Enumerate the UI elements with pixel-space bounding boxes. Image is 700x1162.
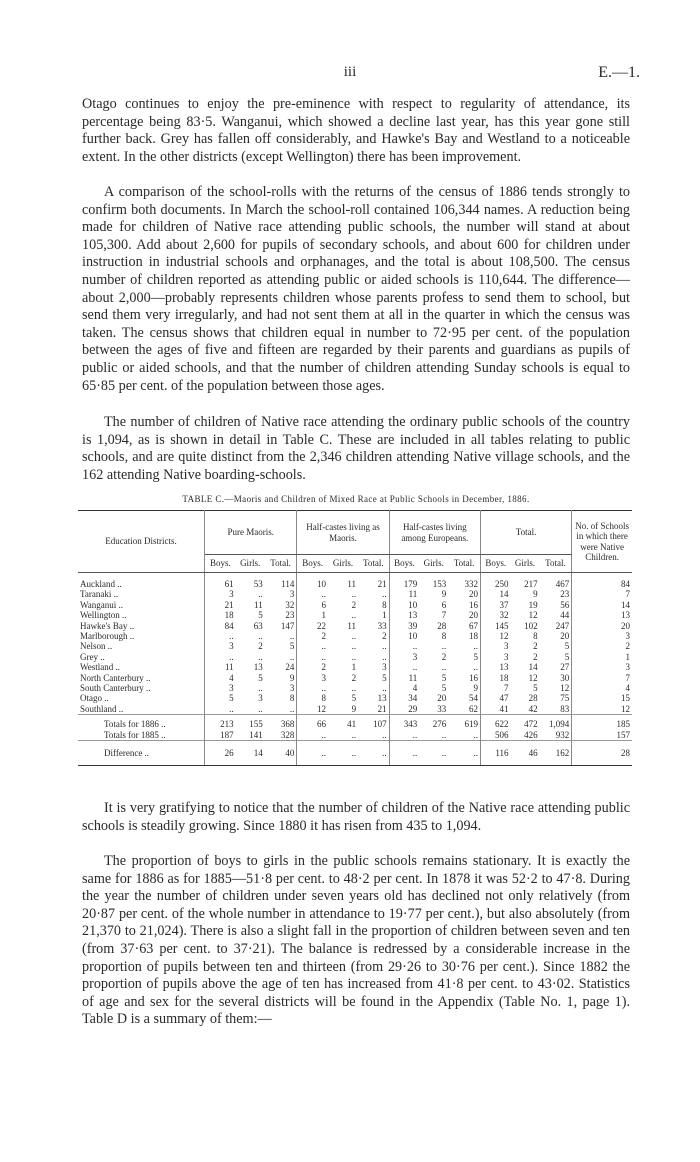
table-cell: 155 bbox=[236, 715, 265, 730]
row-label: Westland .. bbox=[78, 662, 205, 672]
table-cell: 46 bbox=[511, 741, 540, 765]
table-cell: 9 bbox=[351, 703, 357, 714]
table-cell: .. bbox=[358, 683, 389, 693]
table-cell: 506 bbox=[495, 729, 509, 740]
table-cell: 37 bbox=[499, 599, 509, 610]
page-number: iii bbox=[343, 64, 357, 80]
paragraph-proportion: The proportion of boys to girls in the public schools remains stationary. It is exactly the same for 1886 as for 1885—51·8 per cent. to 48·2 per cent. In 1878 it was 52·2 to 47·8. During the year the number of children under seven years old has declined not only relatively (from 20·87 per cent. of the whole number in attendance to 19·77 per cent.), but also absolutely (from 21,370 to 21,024). There is also a slight fall in the proportion of children between seven and ten (from 37·63 per cent. to 37·21). The balance is redressed by a considerable increase in the proportion of pupils between ten and thirteen (from 29·26 to 30·76 per cent.). Since 1882 the proportion of pupils above the age of ten has increased from 41·8 per cent. to 43·02. Statistics of age and sex for the several districts will be found in the Appendix (Table No. 1, page 1). Table D is a summary of them:— bbox=[82, 853, 630, 1028]
row-label: Nelson .. bbox=[78, 641, 205, 651]
subheader-cell: Boys. bbox=[389, 555, 419, 573]
table-cell: 75 bbox=[540, 693, 572, 703]
table-cell: 66 bbox=[297, 715, 328, 730]
subheader-cell: Total. bbox=[265, 555, 297, 573]
table-cell: 5 bbox=[265, 641, 297, 651]
table-cell: 32 bbox=[499, 610, 509, 621]
row-label: Auckland .. bbox=[78, 573, 205, 590]
table-cell: 3 bbox=[412, 651, 418, 662]
table-cell: 5 bbox=[351, 693, 357, 704]
table-cell: 5 bbox=[533, 683, 538, 694]
table-cell: 12 bbox=[528, 672, 538, 683]
table-cell: 33 bbox=[358, 621, 389, 631]
table-cell: 5 bbox=[540, 652, 572, 662]
table-cell: 24 bbox=[265, 662, 297, 672]
table-row bbox=[78, 610, 632, 620]
table-cell: 15 bbox=[621, 693, 630, 704]
table-cell: 61 bbox=[224, 579, 234, 589]
row-label: Taranaki .. bbox=[78, 589, 205, 599]
paragraph-native-children: The number of children of Native race attending the ordinary public schools of the country is 1,094, as is shown in detail in Table C. These are included in all tables relating to public schools, and are quite distinct from the 2,346 children attending Native village schools, and the 162 attending Native boarding-schools. bbox=[82, 414, 630, 483]
table-cell: 3 bbox=[358, 662, 389, 672]
table-cell: 5 bbox=[441, 683, 447, 694]
table-cell: 4 bbox=[229, 672, 234, 683]
table-cell: .. bbox=[297, 741, 328, 765]
row-label: Wanganui .. bbox=[78, 600, 205, 610]
table-cell: 28 bbox=[572, 741, 632, 765]
table-cell: 42 bbox=[528, 703, 538, 714]
table-cell: 34 bbox=[408, 693, 418, 704]
subheader-cell: Total. bbox=[358, 555, 389, 573]
table-cell: .. bbox=[448, 730, 480, 741]
table-cell: 2 bbox=[533, 651, 538, 662]
table-cell: 56 bbox=[540, 600, 572, 610]
table-cell: .. bbox=[321, 729, 326, 740]
table-cell: 47 bbox=[499, 693, 509, 704]
table-row bbox=[78, 589, 632, 599]
table-cell: 116 bbox=[480, 741, 510, 765]
table-cell: 11 bbox=[347, 620, 357, 631]
table-row bbox=[78, 600, 632, 610]
table-cell: 14 bbox=[499, 589, 509, 600]
table-cell: 3 bbox=[265, 683, 297, 693]
table-cell: 29 bbox=[408, 703, 418, 714]
table-cell: 102 bbox=[524, 620, 538, 631]
table-cell: 20 bbox=[437, 693, 447, 704]
table-cell: 7 bbox=[441, 610, 447, 621]
table-cell: 467 bbox=[540, 573, 572, 590]
table-cell: 8 bbox=[441, 631, 447, 642]
subheader-cell: Boys. bbox=[205, 555, 236, 573]
table-cell: .. bbox=[441, 662, 447, 673]
row-label: Southland .. bbox=[78, 704, 205, 715]
table-cell: 9 bbox=[533, 589, 538, 600]
table-cell: 83 bbox=[540, 704, 572, 715]
paragraph-census: A comparison of the school-rolls with the returns of the census of 1886 tends strongly to confirm both documents. In March the school-roll contained 106,344 names. A reduction being made for children of Native race attending public schools, the number will stand at about 105,300. Add about 2,600 for pupils of secondary schools, and about 600 for children under instruction in industrial schools and orphanages, and the total is about 108,500. The census number of children reported as attending public or aided schools is 110,644. The difference—about 2,000—probably represents children whose parents profess to send them to school, but send them very irregularly, and had not sent them at all in the quarter in which the census was taken. The census shows that children equal in number to 72·95 per cent. of the population between the ages of five and fifteen are regarded by their parents and guardians as pupils of public or aided schools, and that the number of children attending Sunday schools is equal to 65·85 per cent. of the population between those ages. bbox=[82, 184, 630, 394]
table-cell: .. bbox=[265, 704, 297, 715]
table-cell: 332 bbox=[448, 573, 480, 590]
table-cell: 11 bbox=[408, 672, 418, 683]
table-cell: 5 bbox=[258, 672, 263, 683]
table-cell: 5 bbox=[441, 672, 447, 683]
table-cell: 13 bbox=[499, 662, 509, 673]
table-cell: 3 bbox=[625, 662, 630, 673]
table-cell: .. bbox=[321, 683, 326, 694]
table-cell: 162 bbox=[540, 741, 572, 765]
table-cell: 62 bbox=[448, 704, 480, 715]
table-cell: .. bbox=[351, 610, 357, 621]
table-cell: 12 bbox=[540, 683, 572, 693]
table-c bbox=[78, 510, 632, 766]
table-row bbox=[78, 704, 632, 715]
table-cell: 23 bbox=[265, 610, 297, 620]
subheader-cell: Total. bbox=[448, 555, 480, 573]
table-cell: .. bbox=[328, 741, 358, 765]
table-cell: 30 bbox=[540, 673, 572, 683]
table-cell: 14 bbox=[528, 662, 538, 673]
row-label: North Canterbury .. bbox=[78, 673, 205, 683]
table-row bbox=[78, 662, 632, 672]
row-label: Grey .. bbox=[78, 652, 205, 662]
table-cell: 8 bbox=[358, 600, 389, 610]
table-cell: .. bbox=[321, 651, 326, 662]
table-cell: 2 bbox=[441, 651, 447, 662]
table-cell: 145 bbox=[495, 620, 509, 631]
row-label: Hawke's Bay .. bbox=[78, 621, 205, 631]
table-cell: 28 bbox=[528, 693, 538, 704]
table-cell: 54 bbox=[448, 693, 480, 703]
table-cell: 6 bbox=[321, 599, 326, 610]
subheader-cell: Girls. bbox=[328, 555, 358, 573]
table-cell: 5 bbox=[358, 673, 389, 683]
totals-row bbox=[78, 715, 632, 730]
subheader-cell: Girls. bbox=[236, 555, 265, 573]
table-cell: 2 bbox=[258, 641, 263, 652]
table-cell: 9 bbox=[448, 683, 480, 693]
table-cell: 13 bbox=[253, 662, 263, 673]
table-cell: 3 bbox=[321, 672, 326, 683]
table-cell: 147 bbox=[265, 621, 297, 631]
table-cell: 14 bbox=[621, 599, 630, 610]
table-cell: 39 bbox=[408, 620, 418, 631]
table-cell: 16 bbox=[448, 673, 480, 683]
table-cell: 1 bbox=[321, 610, 326, 621]
table-cell: .. bbox=[351, 651, 357, 662]
table-cell: 21 bbox=[224, 599, 234, 610]
header-total: Total. bbox=[480, 511, 571, 555]
table-cell: 368 bbox=[265, 715, 297, 730]
subheader-cell: Girls. bbox=[511, 555, 540, 573]
table-cell: 21 bbox=[358, 704, 389, 715]
table-cell: .. bbox=[258, 651, 263, 662]
table-cell: .. bbox=[229, 703, 234, 714]
header-pure-maoris: Pure Maoris. bbox=[205, 511, 297, 555]
table-row bbox=[78, 641, 632, 651]
table-cell: 622 bbox=[480, 715, 510, 730]
table-cell: 12 bbox=[316, 703, 326, 714]
table-cell: 11 bbox=[254, 599, 263, 610]
table-cell: 10 bbox=[316, 579, 326, 589]
table-cell: 11 bbox=[347, 579, 357, 589]
table-cell: 41 bbox=[499, 703, 509, 714]
row-label: Difference .. bbox=[78, 741, 205, 765]
table-cell: 250 bbox=[495, 579, 509, 589]
table-cell: 18 bbox=[448, 631, 480, 641]
table-cell: 41 bbox=[328, 715, 358, 730]
table-cell: 472 bbox=[511, 715, 540, 730]
totals-row bbox=[78, 730, 632, 741]
table-cell: 3 bbox=[229, 683, 234, 694]
table-cell: 18 bbox=[224, 610, 234, 621]
table-cell: .. bbox=[358, 589, 389, 599]
table-cell: 328 bbox=[265, 730, 297, 741]
table-cell: 20 bbox=[448, 610, 480, 620]
table-cell: .. bbox=[265, 631, 297, 641]
table-row bbox=[78, 631, 632, 641]
table-cell: 3 bbox=[504, 651, 509, 662]
table-cell: 84 bbox=[621, 579, 630, 589]
table-cell: .. bbox=[419, 741, 448, 765]
table-cell: 10 bbox=[408, 631, 418, 642]
row-label: Marlborough .. bbox=[78, 631, 205, 641]
table-cell: 16 bbox=[448, 600, 480, 610]
table-cell: 13 bbox=[621, 610, 630, 621]
table-row bbox=[78, 573, 632, 590]
table-row bbox=[78, 693, 632, 703]
table-cell: .. bbox=[389, 741, 419, 765]
table-cell: .. bbox=[258, 683, 263, 694]
table-cell: 2 bbox=[533, 641, 538, 652]
table-cell: 8 bbox=[533, 631, 538, 642]
row-label: Totals for 1886 .. bbox=[78, 715, 205, 730]
table-cell: .. bbox=[441, 641, 447, 652]
table-cell: 187 bbox=[220, 729, 234, 740]
table-cell: 1 bbox=[625, 651, 630, 662]
table-cell: 14 bbox=[236, 741, 265, 765]
table-cell: 247 bbox=[540, 621, 572, 631]
table-cell: 23 bbox=[540, 589, 572, 599]
table-cell: 53 bbox=[253, 579, 263, 589]
table-cell: 276 bbox=[419, 715, 448, 730]
table-cell: 4 bbox=[625, 683, 630, 694]
row-label: Totals for 1885 .. bbox=[78, 730, 205, 741]
table-cell: .. bbox=[441, 729, 447, 740]
subheader-cell: Boys. bbox=[480, 555, 510, 573]
table-cell: 20 bbox=[448, 589, 480, 599]
table-cell: 32 bbox=[265, 600, 297, 610]
table-cell: 26 bbox=[205, 741, 236, 765]
table-row bbox=[78, 683, 632, 693]
table-cell: .. bbox=[321, 641, 326, 652]
table-cell: 12 bbox=[528, 610, 538, 621]
table-cell: 5 bbox=[258, 610, 263, 621]
table-cell: .. bbox=[358, 641, 389, 651]
table-cell: 157 bbox=[616, 729, 630, 740]
table-cell: 19 bbox=[528, 599, 538, 610]
table-cell: .. bbox=[351, 683, 357, 694]
table-cell: 3 bbox=[625, 631, 630, 642]
table-cell: .. bbox=[412, 662, 418, 673]
table-cell: .. bbox=[412, 641, 418, 652]
table-cell: .. bbox=[358, 652, 389, 662]
table-cell: 3 bbox=[504, 641, 509, 652]
table-cell: 114 bbox=[265, 573, 297, 590]
table-cell: 2 bbox=[351, 672, 357, 683]
table-cell: 426 bbox=[524, 729, 538, 740]
row-label: Wellington .. bbox=[78, 610, 205, 620]
table-cell: .. bbox=[351, 589, 357, 600]
table-cell: 3 bbox=[265, 589, 297, 599]
table-cell: .. bbox=[229, 631, 234, 642]
header-schools: No. of Schools in which there were Native Children. bbox=[572, 511, 632, 573]
table-cell: .. bbox=[258, 631, 263, 642]
table-cell: 28 bbox=[437, 620, 447, 631]
table-cell: .. bbox=[448, 641, 480, 651]
table-cell: 185 bbox=[572, 715, 632, 730]
table-cell: 12 bbox=[621, 703, 630, 714]
table-cell: 20 bbox=[540, 631, 572, 641]
table-cell: 9 bbox=[441, 589, 447, 600]
page-header bbox=[0, 64, 700, 86]
table-caption: TABLE C.—Maoris and Children of Mixed Race at Public Schools in December, 1886. bbox=[182, 494, 530, 504]
table-cell: 343 bbox=[389, 715, 419, 730]
table-cell: 2 bbox=[321, 631, 326, 642]
table-cell: 2 bbox=[321, 662, 326, 673]
paragraph-attendance: Otago continues to enjoy the pre-eminence with respect to regularity of attendance, its percentage being 83·5. Wanganui, which showed a decline last year, has this year gone still further back. Grey has fallen off considerably, and Hawke's Bay and Westland to a noticeable extent. In the other districts (except Wellington) there has been improvement. bbox=[82, 96, 630, 165]
table-cell: 1,094 bbox=[540, 715, 572, 730]
table-row bbox=[78, 673, 632, 683]
table-cell: 44 bbox=[540, 610, 572, 620]
header-halfcastes-europeans: Half-castes living among Europeans. bbox=[389, 511, 480, 555]
table-row bbox=[78, 621, 632, 631]
table-cell: 7 bbox=[625, 589, 630, 600]
table-cell: 12 bbox=[499, 631, 509, 642]
table-cell: 63 bbox=[253, 620, 263, 631]
row-label: South Canterbury .. bbox=[78, 683, 205, 693]
table-cell: 1 bbox=[358, 610, 389, 620]
table-cell: 22 bbox=[316, 620, 326, 631]
table-cell: .. bbox=[229, 651, 234, 662]
table-cell: .. bbox=[258, 703, 263, 714]
table-cell: 2 bbox=[625, 641, 630, 652]
table-cell: 179 bbox=[403, 579, 418, 589]
table-cell: .. bbox=[448, 662, 480, 672]
table-cell: 8 bbox=[265, 693, 297, 703]
maori-schools-table bbox=[78, 510, 632, 766]
table-cell: 21 bbox=[358, 573, 389, 590]
table-cell: 7 bbox=[504, 683, 509, 694]
difference-row bbox=[78, 741, 632, 765]
table-cell: 6 bbox=[441, 599, 447, 610]
table-cell: 9 bbox=[265, 673, 297, 683]
table-cell: .. bbox=[412, 729, 418, 740]
table-cell: 33 bbox=[437, 703, 447, 714]
table-cell: 1 bbox=[351, 662, 357, 673]
table-cell: .. bbox=[351, 631, 357, 642]
table-cell: 11 bbox=[225, 662, 234, 673]
table-cell: 5 bbox=[448, 652, 480, 662]
row-label: Otago .. bbox=[78, 693, 205, 703]
table-cell: 217 bbox=[524, 579, 538, 589]
header-districts: Education Districts. bbox=[78, 511, 205, 573]
table-cell: 3 bbox=[229, 589, 234, 600]
table-cell: .. bbox=[448, 741, 480, 765]
table-cell: 2 bbox=[358, 631, 389, 641]
table-cell: 5 bbox=[229, 693, 234, 704]
paragraph-growth: It is very gratifying to notice that the number of children of the Native race attending public schools is steadily growing. Since 1880 it has risen from 435 to 1,094. bbox=[82, 800, 630, 834]
table-cell: 8 bbox=[321, 693, 326, 704]
table-cell: 18 bbox=[499, 672, 509, 683]
table-cell: 4 bbox=[412, 683, 418, 694]
table-cell: 107 bbox=[358, 715, 389, 730]
table-cell: 27 bbox=[540, 662, 572, 672]
table-cell: .. bbox=[358, 730, 389, 741]
table-cell: 141 bbox=[249, 729, 263, 740]
subheader-cell: Boys. bbox=[297, 555, 328, 573]
table-cell: 40 bbox=[265, 741, 297, 765]
table-cell: 67 bbox=[448, 621, 480, 631]
table-cell: 11 bbox=[408, 589, 418, 600]
subheader-cell: Girls. bbox=[419, 555, 448, 573]
table-cell: 10 bbox=[408, 599, 418, 610]
table-row bbox=[78, 652, 632, 662]
table-cell: .. bbox=[358, 741, 389, 765]
table-cell: 5 bbox=[540, 641, 572, 651]
table-cell: 84 bbox=[224, 620, 234, 631]
header-halfcastes-maoris: Half-castes living as Maoris. bbox=[297, 511, 389, 555]
table-cell: 3 bbox=[258, 693, 263, 704]
table-cell: 2 bbox=[351, 599, 357, 610]
table-cell: .. bbox=[265, 652, 297, 662]
table-cell: 932 bbox=[540, 730, 572, 741]
table-cell: .. bbox=[351, 729, 357, 740]
table-cell: 153 bbox=[432, 579, 447, 589]
table-cell: 20 bbox=[621, 620, 630, 631]
subheader-cell: Total. bbox=[540, 555, 572, 573]
table-cell: 619 bbox=[448, 715, 480, 730]
table-cell: .. bbox=[321, 589, 326, 600]
report-reference: E.—1. bbox=[598, 64, 640, 81]
table-cell: .. bbox=[258, 589, 263, 600]
table-cell: .. bbox=[351, 641, 357, 652]
table-cell: 3 bbox=[229, 641, 234, 652]
table-cell: 7 bbox=[625, 672, 630, 683]
table-cell: 13 bbox=[408, 610, 418, 621]
table-cell: 13 bbox=[358, 693, 389, 703]
table-cell: 213 bbox=[205, 715, 236, 730]
